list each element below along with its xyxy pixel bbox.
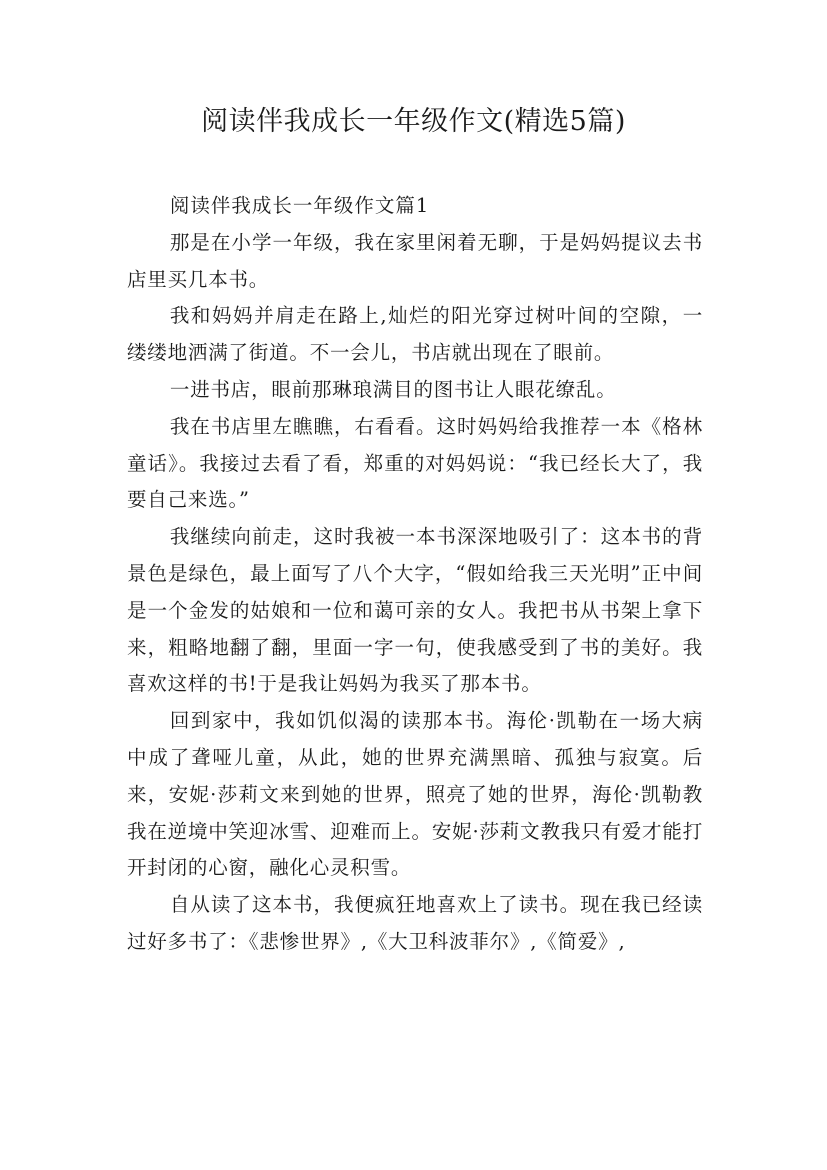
paragraph: 回到家中，我如饥似渴的读那本书。海伦·凯勒在一场大病中成了聋哑儿童，从此，她的世界充满黑暗、孤独与寂寞。后来，安妮·莎莉文来到她的世界，照亮了她的世界，海伦·凯勒教我在逆境中笑迎冰雪、迎难而上。安妮·莎莉文教我只有爱才能打开封闭的心窗，融化心灵积雪。 <box>127 709 703 880</box>
paragraph: 我继续向前走，这时我被一本书深深地吸引了：这本书的背景色是绿色，最上面写了八个大字，“假如给我三天光明”正中间是一个金发的姑娘和一位和蔼可亲的女人。我把书从书架上拿下来，粗略地翻了翻，里面一字一句，使我感受到了书的美好。我喜欢这样的书!于是我让妈妈为我买了那本书。 <box>127 525 703 696</box>
document-body <box>127 188 703 961</box>
paragraph: 我在书店里左瞧瞧，右看看。这时妈妈给我推荐一本《格林童话》。我接过去看了看，郑重的对妈妈说：“我已经长大了，我要自己来选。” <box>127 414 703 512</box>
paragraph: 自从读了这本书，我便疯狂地喜欢上了读书。现在我已经读过好多书了：《悲惨世界》,《大卫科波菲尔》,《简爱》, <box>127 893 703 953</box>
paragraph: 我和妈妈并肩走在路上,灿烂的阳光穿过树叶间的空隙，一缕缕地洒满了街道。不一会儿，书店就出现在了眼前。 <box>127 304 703 365</box>
paragraph: 一进书店，眼前那琳琅满目的图书让人眼花缭乱。 <box>169 377 617 401</box>
section-heading: 阅读伴我成长一年级作文篇1 <box>169 194 430 217</box>
paragraph: 那是在小学一年级，我在家里闲着无聊，于是妈妈提议去书店里买几本书。 <box>127 230 703 291</box>
document-title: 阅读伴我成长一年级作文(精选5篇) <box>201 106 626 137</box>
